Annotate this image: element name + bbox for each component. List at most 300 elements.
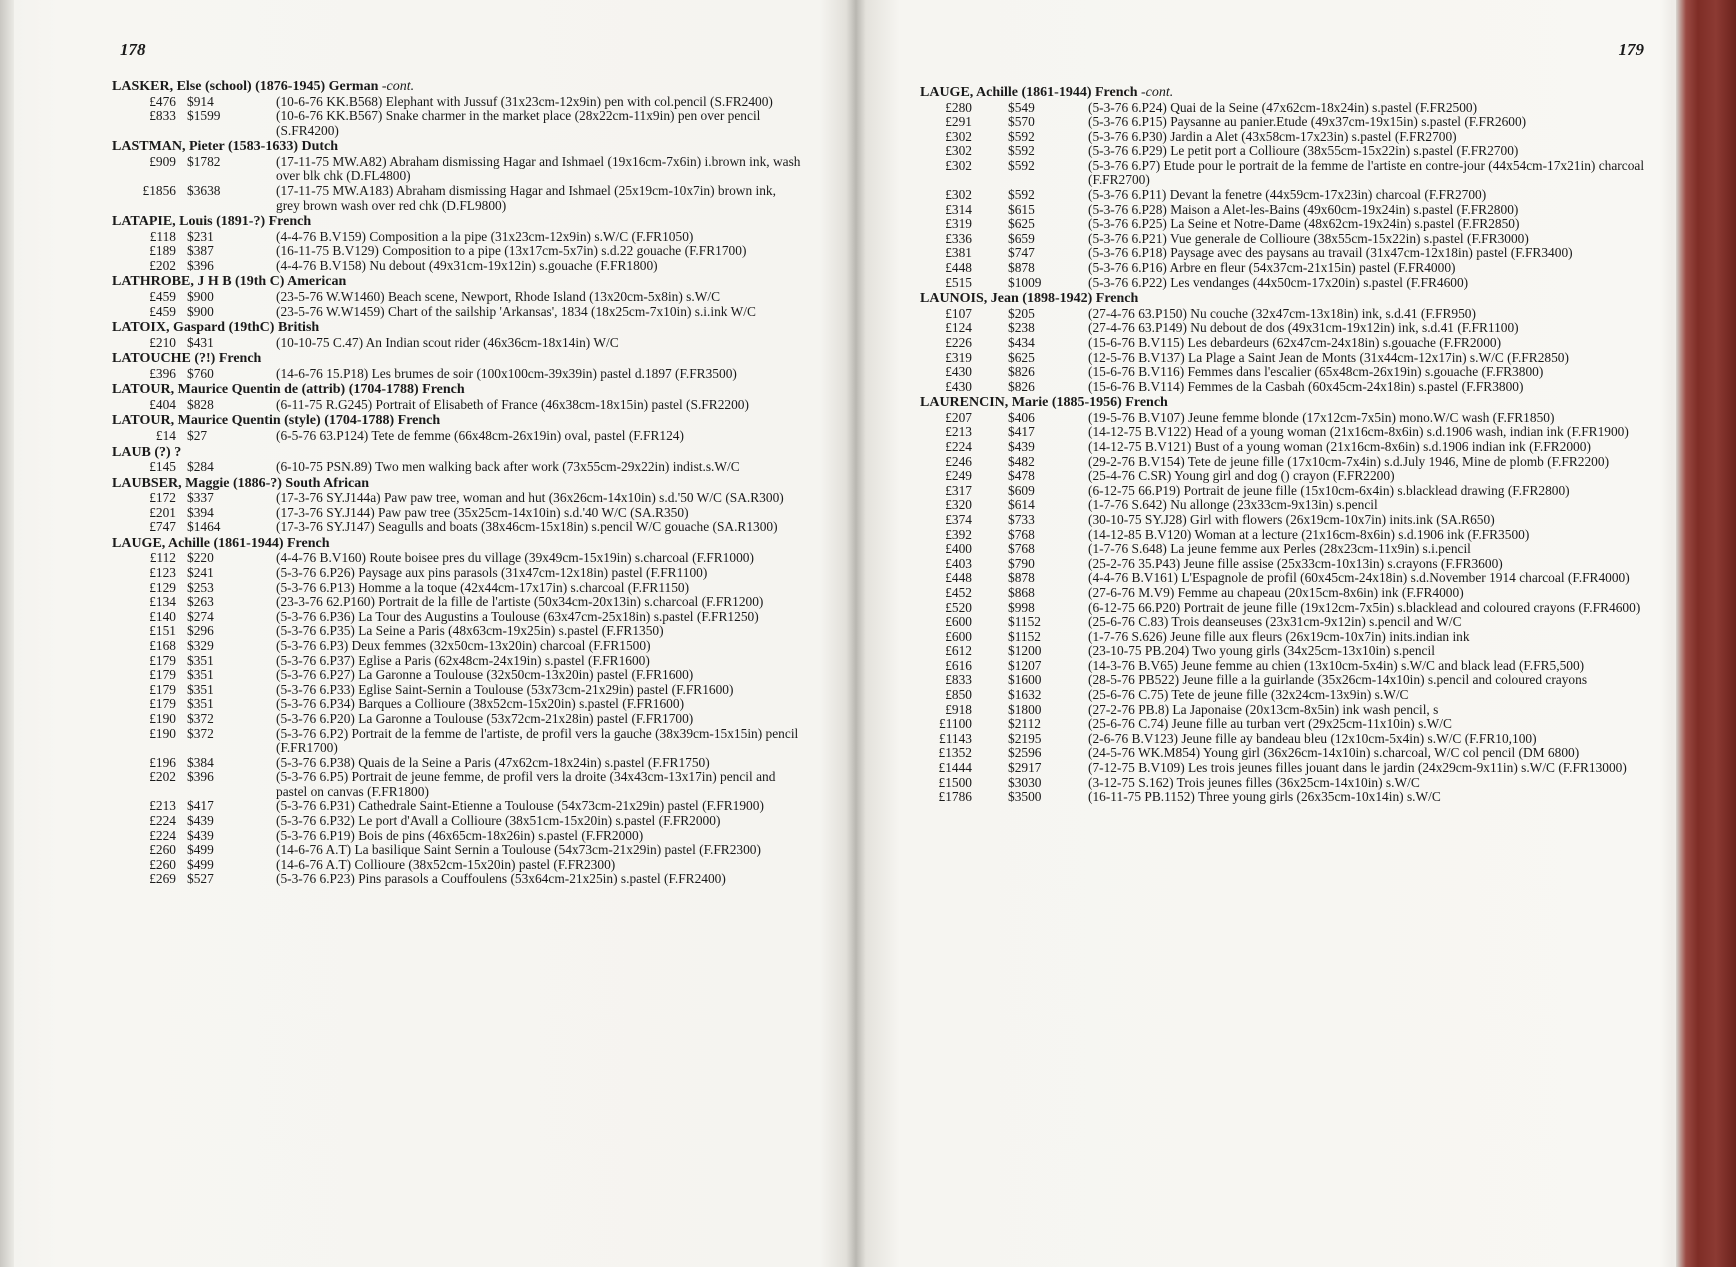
price-gbp: £179 [149, 652, 176, 668]
lot-row [920, 484, 1650, 499]
lot-description: (10-6-76 KK.B568) Elephant with Jussuf (31x23cm-12x9in) pen with col.pencil (S.FR2400) [276, 93, 773, 109]
price-gbp: £320 [945, 497, 972, 513]
price-usd: $434 [1008, 334, 1035, 350]
price-usd: $1207 [1008, 657, 1042, 673]
lot-description: (5-3-76 6.P36) La Tour des Augustins a Toulouse (63x47cm-25x18in) s.pastel (F.FR1250) [276, 608, 759, 624]
price-gbp: £179 [149, 681, 176, 697]
lot-description: (23-5-76 W.W1459) Chart of the sailship 'Arkansas', 1834 (18x25cm-7x10in) s.i.ink W/C [276, 303, 756, 319]
artist-entry [112, 139, 804, 213]
lot-description: (2-6-76 B.V123) Jeune fille ay bandeau bleu (12x10cm-5x4in) s.W/C (F.FR10,100) [1088, 730, 1537, 746]
price-usd: $3030 [1008, 774, 1042, 790]
lot-description: (23-10-75 PB.204) Two young girls (34x25cm-13x10in) s.pencil [1088, 643, 1435, 659]
lot-description: (6-12-75 66.P19) Portrait de jeune fille (15x10cm-6x4in) s.blacklead drawing (F.FR2800) [1088, 482, 1570, 498]
lot-row [920, 644, 1650, 659]
artist-name: LAUBSER, Maggie (1886-?) South African [112, 475, 370, 491]
lot-description: (17-3-76 SY.J144a) Paw paw tree, woman and hut (36x26cm-14x10in) s.d.'50 W/C (SA.R300) [276, 490, 784, 506]
lot-row [920, 673, 1650, 688]
lot-row [920, 261, 1650, 276]
price-gbp: £201 [149, 504, 176, 520]
lot-row [112, 639, 804, 654]
lot-description: (14-12-75 B.V121) Bust of a young woman (21x16cm-8x6in) s.d.1906 indian ink (F.FR2000) [1088, 438, 1591, 454]
price-gbp: £151 [149, 623, 176, 639]
price-gbp: £400 [945, 541, 972, 557]
lot-description: (19-5-76 B.V107) Jeune femme blonde (17x12cm-7x5in) mono.W/C wash (F.FR1850) [1088, 409, 1555, 425]
price-gbp: £600 [945, 628, 972, 644]
lot-row [920, 586, 1650, 601]
price-gbp: £909 [149, 153, 176, 169]
lot-description: (1-7-76 S.626) Jeune fille aux fleurs (26x19cm-10x7in) inits.indian ink [1088, 628, 1470, 644]
price-gbp: £1352 [938, 745, 972, 761]
lot-row [112, 829, 804, 844]
lot-description: (7-12-75 B.V109) Les trois jeunes filles jouant dans le jardin (24x29cm-9x11in) s.W/C (F.FR13000) [1088, 760, 1627, 776]
lot-description: (14-3-76 B.V65) Jeune femme au chien (13x10cm-5x4in) s.W/C and black lead (F.FR5,500) [1088, 657, 1585, 673]
price-gbp: £314 [945, 201, 972, 217]
artist-entry [112, 536, 804, 887]
lot-description: (4-4-76 B.V158) Nu debout (49x31cm-19x12in) s.gouache (F.FR1800) [276, 257, 658, 273]
price-usd: $238 [1008, 320, 1035, 336]
lot-row [112, 799, 804, 814]
lot-description: (17-3-76 SY.J147) Seagulls and boats (38x46cm-15x18in) s.pencil W/C gouache (SA.R1300) [276, 519, 778, 535]
lot-row [112, 259, 804, 274]
lot-description: (25-6-76 C.83) Trois deanseuses (23x31cm-9x12in) s.pencil and W/C [1088, 614, 1462, 630]
lot-row [112, 520, 804, 535]
price-gbp: £430 [945, 364, 972, 380]
artist-name: LASKER, Else (school) (1876-1945) German [112, 79, 379, 94]
lot-description: (1-7-76 S.642) Nu allonge (23x33cm-9x13in) s.pencil [1088, 497, 1378, 513]
price-usd: $826 [1008, 364, 1035, 380]
lot-row [112, 814, 804, 829]
price-gbp: £302 [945, 157, 972, 173]
lot-description: (25-6-76 C.75) Tete de jeune fille (32x24cm-13x9in) s.W/C [1088, 687, 1409, 703]
artist-heading [112, 445, 804, 461]
price-usd: $1782 [187, 153, 221, 169]
page-number: 178 [120, 40, 146, 59]
price-usd: $1464 [187, 519, 221, 535]
lot-row [112, 756, 804, 771]
lot-row [112, 398, 804, 413]
artist-heading [920, 395, 1650, 411]
lot-row [112, 858, 804, 873]
price-gbp: £319 [945, 349, 972, 365]
lot-description: (14-12-85 B.V120) Woman at a lecture (21x16cm-8x6in) s.d.1906 ink (F.FR3500) [1088, 526, 1530, 542]
lot-row [920, 703, 1650, 718]
lot-row [920, 203, 1650, 218]
continued-marker: -cont. [1141, 85, 1174, 100]
lot-description: (5-3-76 6.P33) Eglise Saint-Sernin a Toulouse (53x73cm-21x29in) pastel (F.FR1600) [276, 681, 734, 697]
lot-description: (4-4-76 B.V161) L'Espagnole de profil (60x45cm-24x18in) s.d.November 1914 charcoal (F.FR4000) [1088, 570, 1630, 586]
price-gbp: £1856 [142, 182, 176, 198]
lot-row [112, 566, 804, 581]
price-gbp: £112 [149, 550, 176, 566]
lot-description: (5-3-76 6.P27) La Garonne a Toulouse (32x50cm-13x20in) pastel (F.FR1600) [276, 667, 694, 683]
price-usd: $2195 [1008, 730, 1042, 746]
price-gbp: £833 [945, 672, 972, 688]
artist-heading [112, 413, 804, 429]
price-usd: $205 [1008, 305, 1035, 321]
price-gbp: £616 [945, 657, 972, 673]
lot-row [112, 683, 804, 698]
lot-description: (5-3-76 6.P38) Quais de la Seine a Paris (47x62cm-18x24in) s.pastel (F.FR1750) [276, 754, 710, 770]
price-usd: $900 [187, 303, 214, 319]
artist-name: LAUGE, Achille (1861-1944) French [920, 85, 1138, 100]
price-usd: $878 [1008, 260, 1035, 276]
lot-row [920, 732, 1650, 747]
price-usd: $396 [187, 257, 214, 273]
lot-row [112, 610, 804, 625]
lot-description: (14-6-76 A.T) La basilique Saint Sernin a Toulouse (54x73cm-21x29in) pastel (F.FR2300) [276, 842, 761, 858]
lot-description: (5-3-76 6.P18) Paysage avec des paysans au travail (31x47cm-12x18in) pastel (F.FR3400) [1088, 245, 1573, 261]
left-page-edge [0, 0, 14, 1267]
price-gbp: £207 [945, 409, 972, 425]
price-gbp: £404 [149, 396, 176, 412]
artist-heading [112, 476, 804, 492]
price-usd: $351 [187, 696, 214, 712]
artist-name: LAUGE, Achille (1861-1944) French [112, 535, 330, 551]
price-gbp: £224 [945, 438, 972, 454]
price-usd: $609 [1008, 482, 1035, 498]
price-usd: $733 [1008, 511, 1035, 527]
price-gbp: £302 [945, 128, 972, 144]
price-gbp: £249 [945, 468, 972, 484]
lot-description: (15-6-76 B.V116) Femmes dans l'escalier (65x48cm-26x19in) s.gouache (F.FR3800) [1088, 364, 1544, 380]
price-usd: $914 [187, 93, 214, 109]
price-usd: $27 [187, 427, 208, 443]
lot-row [920, 630, 1650, 645]
lot-row [920, 321, 1650, 336]
price-gbp: £291 [945, 114, 972, 130]
lot-description: (15-6-76 B.V115) Les debardeurs (62x47cm-24x18in) s.gouache (F.FR2000) [1088, 334, 1502, 350]
price-gbp: £403 [945, 555, 972, 571]
price-gbp: £190 [149, 725, 176, 741]
price-gbp: £302 [945, 187, 972, 203]
lot-description: (27-4-76 63.P149) Nu debout de dos (49x31cm-19x12in) ink, s.d.41 (F.FR1100) [1088, 320, 1519, 336]
price-usd: $760 [187, 365, 214, 381]
artist-heading [920, 291, 1650, 307]
price-usd: $747 [1008, 245, 1035, 261]
price-usd: $1600 [1008, 672, 1042, 688]
price-usd: $3638 [187, 182, 221, 198]
lot-description: (16-11-75 PB.1152) Three young girls (26x35cm-10x14in) s.W/C [1088, 789, 1441, 805]
lot-description: (16-11-75 B.V129) Composition to a pipe (13x17cm-5x7in) s.d.22 gouache (F.FR1700) [276, 243, 747, 259]
lot-description: (5-3-76 6.P31) Cathedrale Saint-Etienne a Toulouse (54x73cm-21x29in) pastel (F.FR1900) [276, 798, 764, 814]
lot-row [920, 380, 1650, 395]
artist-heading [112, 214, 804, 230]
price-usd: $417 [187, 798, 214, 814]
lot-description: (12-5-76 B.V137) La Plage a Saint Jean de Monts (31x44cm-12x17in) s.W/C (F.FR2850) [1088, 349, 1569, 365]
lot-description: (14-6-76 A.T) Collioure (38x52cm-15x20in) pastel (F.FR2300) [276, 856, 616, 872]
price-gbp: £448 [945, 570, 972, 586]
lot-row [112, 184, 804, 213]
lot-row [920, 746, 1650, 761]
lot-description: (5-3-76 6.P30) Jardin a Alet (43x58cm-17x23in) s.pastel (F.FR2700) [1088, 128, 1457, 144]
lot-row [920, 776, 1650, 791]
price-usd: $1800 [1008, 701, 1042, 717]
lot-description: (17-11-75 MW.A183) Abraham dismissing Hagar and Ishmael (25x19cm-10x7in) brown ink, grey brown wash over red chk (D.FL9800) [276, 182, 776, 213]
price-usd: $231 [187, 228, 214, 244]
lot-row [112, 668, 804, 683]
lot-description: (5-3-76 6.P20) La Garonne a Toulouse (53x72cm-21x28in) pastel (F.FR1700) [276, 710, 694, 726]
price-usd: $499 [187, 856, 214, 872]
artist-heading [112, 274, 804, 290]
lot-row [112, 109, 804, 138]
price-usd: $439 [187, 813, 214, 829]
lot-row [920, 688, 1650, 703]
price-gbp: £918 [945, 701, 972, 717]
lot-row [112, 712, 804, 727]
lot-description: (30-10-75 SY.J28) Girl with flowers (26x19cm-10x7in) inits.ink (SA.R650) [1088, 511, 1495, 527]
price-gbp: £210 [149, 334, 176, 350]
lot-row [920, 276, 1650, 291]
artist-heading [112, 536, 804, 552]
price-usd: $372 [187, 710, 214, 726]
lot-row [112, 581, 804, 596]
price-usd: $900 [187, 288, 214, 304]
lot-row [920, 101, 1650, 116]
lot-description: (5-3-76 6.P22) Les vendanges (44x50cm-17x20in) s.pastel (F.FR4600) [1088, 274, 1469, 290]
book-cover-edge [1676, 0, 1736, 1267]
artist-name: LATOUR, Maurice Quentin de (attrib) (1704-1788) French [112, 382, 465, 398]
entry-list [920, 84, 1650, 805]
lot-row [920, 232, 1650, 247]
lot-row [920, 351, 1650, 366]
price-usd: $527 [187, 871, 214, 887]
price-gbp: £190 [149, 710, 176, 726]
lot-description: (4-4-76 B.V160) Route boisee pres du village (39x49cm-15x19in) s.charcoal (F.FR1000) [276, 550, 754, 566]
price-usd: $826 [1008, 378, 1035, 394]
artist-name: LATOUCHE (?!) French [112, 351, 262, 367]
artist-heading [112, 382, 804, 398]
continued-marker: -cont. [381, 79, 415, 94]
price-gbp: £168 [149, 637, 176, 653]
price-usd: $1599 [187, 108, 221, 124]
price-gbp: £1786 [938, 789, 972, 805]
price-gbp: £134 [149, 594, 176, 610]
lot-description: (27-6-76 M.V9) Femme au chapeau (20x15cm-8x6in) ink (F.FR4000) [1088, 584, 1464, 600]
lot-row [920, 307, 1650, 322]
price-usd: $351 [187, 667, 214, 683]
lot-description: (5-3-76 6.P34) Barques a Collioure (38x52cm-15x20in) s.pastel (F.FR1600) [276, 696, 685, 712]
price-usd: $868 [1008, 584, 1035, 600]
lot-description: (10-10-75 C.47) An Indian scout rider (46x36cm-18x14in) W/C [276, 334, 619, 350]
lot-row [920, 601, 1650, 616]
artist-entry [920, 85, 1650, 290]
artist-heading [112, 79, 804, 95]
lot-description: (6-5-76 63.P124) Tete de femme (66x48cm-26x19in) oval, pastel (F.FR124) [276, 427, 684, 443]
artist-name: LAUNOIS, Jean (1898-1942) French [920, 291, 1139, 307]
price-usd: $878 [1008, 570, 1035, 586]
lot-row [112, 551, 804, 566]
lot-row [920, 455, 1650, 470]
lot-row [112, 595, 804, 610]
lot-row [112, 624, 804, 639]
price-usd: $549 [1008, 99, 1035, 115]
price-usd: $1200 [1008, 643, 1042, 659]
lot-row [112, 697, 804, 712]
lot-description: (5-3-76 6.P19) Bois de pins (46x65cm-18x26in) s.pastel (F.FR2000) [276, 827, 644, 843]
price-gbp: £336 [945, 230, 972, 246]
lot-description: (5-3-76 6.P13) Homme a la toque (42x44cm-17x17in) s.charcoal (F.FR1150) [276, 579, 690, 595]
price-gbp: £459 [149, 288, 176, 304]
price-usd: $592 [1008, 187, 1035, 203]
lot-description: (5-3-76 6.P11) Devant la fenetre (44x59cm-17x23in) charcoal (F.FR2700) [1088, 187, 1487, 203]
price-gbp: £280 [945, 99, 972, 115]
price-gbp: £600 [945, 614, 972, 630]
price-usd: $396 [187, 769, 214, 785]
lot-row [920, 790, 1650, 805]
price-gbp: £246 [945, 453, 972, 469]
lot-row [112, 95, 804, 110]
price-gbp: £224 [149, 813, 176, 829]
price-gbp: £172 [149, 490, 176, 506]
price-gbp: £1444 [938, 760, 972, 776]
lot-row [920, 246, 1650, 261]
price-usd: $499 [187, 842, 214, 858]
artist-entry [112, 79, 804, 138]
price-gbp: £260 [149, 856, 176, 872]
lot-description: (25-6-76 C.74) Jeune fille au turban vert (29x25cm-11x10in) s.W/C [1088, 716, 1452, 732]
lot-row [920, 542, 1650, 557]
page-number: 179 [1618, 40, 1644, 59]
lot-description: (4-4-76 B.V159) Composition a la pipe (31x23cm-12x9in) s.W/C (F.FR1050) [276, 228, 694, 244]
price-gbp: £381 [945, 245, 972, 261]
lot-row [920, 425, 1650, 440]
lot-row [920, 159, 1650, 188]
lot-description: (5-3-76 6.P23) Pins parasols a Couffoulens (53x64cm-21x25in) s.pastel (F.FR2400) [276, 871, 726, 887]
lot-description: (5-3-76 6.P5) Portrait de jeune femme, de profil vers la droite (34x43cm-13x17in) pencil and pastel on canvas (F.FR1800) [276, 769, 776, 799]
price-gbp: £14 [155, 427, 176, 443]
price-usd: $241 [187, 564, 214, 580]
artist-name: LATOUR, Maurice Quentin (style) (1704-1788) French [112, 413, 441, 429]
price-gbp: £448 [945, 260, 972, 276]
artist-entry [112, 413, 804, 443]
price-usd: $394 [187, 504, 214, 520]
artist-heading [920, 85, 1650, 101]
lot-description: (5-3-76 6.P29) Le petit port a Collioure (38x55cm-15x22in) s.pastel (F.FR2700) [1088, 143, 1519, 159]
price-gbp: £833 [149, 108, 176, 124]
price-usd: $387 [187, 243, 214, 259]
lot-description: (25-2-76 35.P43) Jeune fille assise (25x33cm-10x13in) s.crayons (F.FR3600) [1088, 555, 1503, 571]
lot-row [112, 843, 804, 858]
lot-row [112, 290, 804, 305]
lot-row [112, 506, 804, 521]
price-usd: $351 [187, 652, 214, 668]
price-usd: $592 [1008, 157, 1035, 173]
artist-entry [920, 291, 1650, 394]
price-gbp: £224 [149, 827, 176, 843]
lot-row [112, 770, 804, 799]
lot-description: (5-3-76 6.P35) La Seine a Paris (48x63cm-19x25in) s.pastel (F.FR1350) [276, 623, 664, 639]
lot-row [920, 144, 1650, 159]
artist-entry [112, 351, 804, 381]
price-usd: $828 [187, 396, 214, 412]
lot-description: (1-7-76 S.648) La jeune femme aux Perles (28x23cm-11x9in) s.i.pencil [1088, 541, 1471, 557]
price-gbp: £107 [945, 305, 972, 321]
artist-name: LATAPIE, Louis (1891-?) French [112, 214, 312, 230]
lot-description: (5-3-76 6.P15) Paysanne au panier.Etude (49x37cm-19x15in) s.pastel (F.FR2600) [1088, 114, 1527, 130]
price-gbp: £202 [149, 769, 176, 785]
lot-row [112, 491, 804, 506]
price-usd: $3500 [1008, 789, 1042, 805]
lot-description: (5-3-76 6.P26) Paysage aux pins parasols (31x47cm-12x18in) pastel (F.FR1100) [276, 564, 708, 580]
price-usd: $570 [1008, 114, 1035, 130]
lot-row [920, 115, 1650, 130]
lot-row [112, 230, 804, 245]
price-usd: $478 [1008, 468, 1035, 484]
price-gbp: £459 [149, 303, 176, 319]
lot-description: (5-3-76 6.P32) Le port d'Avall a Collioure (38x51cm-15x20in) s.pastel (F.FR2000) [276, 813, 721, 829]
lot-description: (27-2-76 PB.8) La Japonaise (20x13cm-8x5in) ink wash pencil, s [1088, 701, 1439, 717]
lot-description: (23-5-76 W.W1460) Beach scene, Newport, Rhode Island (13x20cm-5x8in) s.W/C [276, 288, 721, 304]
price-usd: $253 [187, 579, 214, 595]
lot-description: (6-11-75 R.G245) Portrait of Elisabeth of France (46x38cm-18x15in) pastel (S.FR2200) [276, 396, 749, 412]
lot-row [112, 244, 804, 259]
artist-entry [112, 320, 804, 350]
price-usd: $482 [1008, 453, 1035, 469]
price-gbp: £129 [149, 579, 176, 595]
lot-row [920, 615, 1650, 630]
lot-row [112, 367, 804, 382]
lot-description: (5-3-76 6.P16) Arbre en fleur (54x37cm-21x15in) pastel (F.FR4000) [1088, 260, 1456, 276]
price-gbp: £118 [149, 228, 176, 244]
price-usd: $625 [1008, 216, 1035, 232]
price-gbp: £612 [945, 643, 972, 659]
lot-description: (5-3-76 6.P7) Etude pour le portrait de la femme de l'artiste en contre-jour (44x54cm-17x21in) charcoal (F.FR2700) [1088, 157, 1645, 188]
lot-row [920, 411, 1650, 426]
price-gbp: £179 [149, 667, 176, 683]
lot-description: (5-3-76 6.P21) Vue generale de Collioure (38x55cm-15x22in) s.pastel (F.FR3000) [1088, 230, 1529, 246]
price-usd: $768 [1008, 526, 1035, 542]
price-gbp: £392 [945, 526, 972, 542]
lot-row [920, 717, 1650, 732]
lot-description: (3-12-75 S.162) Trois jeunes filles (36x25cm-14x10in) s.W/C [1088, 774, 1420, 790]
price-gbp: £189 [149, 243, 176, 259]
lot-description: (24-5-76 WK.M854) Young girl (36x26cm-14x10in) s.charcoal, W/C col pencil (DM 6800) [1088, 745, 1580, 761]
price-usd: $406 [1008, 409, 1035, 425]
artist-heading [112, 139, 804, 155]
price-usd: $439 [1008, 438, 1035, 454]
price-gbp: £430 [945, 378, 972, 394]
price-gbp: £1143 [939, 730, 972, 746]
price-usd: $2596 [1008, 745, 1042, 761]
lot-row [920, 440, 1650, 455]
lot-row [920, 336, 1650, 351]
price-usd: $615 [1008, 201, 1035, 217]
lot-row [920, 365, 1650, 380]
price-usd: $351 [187, 681, 214, 697]
price-usd: $790 [1008, 555, 1035, 571]
artist-name: LATHROBE, J H B (19th C) American [112, 274, 347, 290]
price-gbp: £260 [149, 842, 176, 858]
price-usd: $625 [1008, 349, 1035, 365]
price-gbp: £140 [149, 608, 176, 624]
lot-description: (17-3-76 SY.J144) Paw paw tree (35x25cm-14x10in) s.d.'40 W/C (SA.R350) [276, 504, 689, 520]
artist-name: LAURENCIN, Marie (1885-1956) French [920, 395, 1168, 411]
lot-description: (15-6-76 B.V114) Femmes de la Casbah (60x45cm-24x18in) s.pastel (F.FR3800) [1088, 378, 1524, 394]
lot-description: (14-12-75 B.V122) Head of a young woman (21x16cm-8x6in) s.d.1906 wash, indian ink (F.FR1900) [1088, 424, 1629, 440]
price-usd: $263 [187, 594, 214, 610]
lot-row [112, 336, 804, 351]
price-usd: $592 [1008, 143, 1035, 159]
lot-row [112, 305, 804, 320]
lot-description: (6-10-75 PSN.89) Two men walking back after work (73x55cm-29x22in) indist.s.W/C [276, 459, 740, 474]
price-usd: $592 [1008, 128, 1035, 144]
artist-name: LATOIX, Gaspard (19thC) British [112, 320, 320, 336]
artist-entry [112, 214, 804, 273]
entry-list [112, 78, 804, 887]
lot-description: (5-3-76 6.P37) Eglise a Paris (62x48cm-24x19in) s.pastel (F.FR1600) [276, 652, 650, 668]
price-gbp: £850 [945, 687, 972, 703]
lot-row [112, 654, 804, 669]
